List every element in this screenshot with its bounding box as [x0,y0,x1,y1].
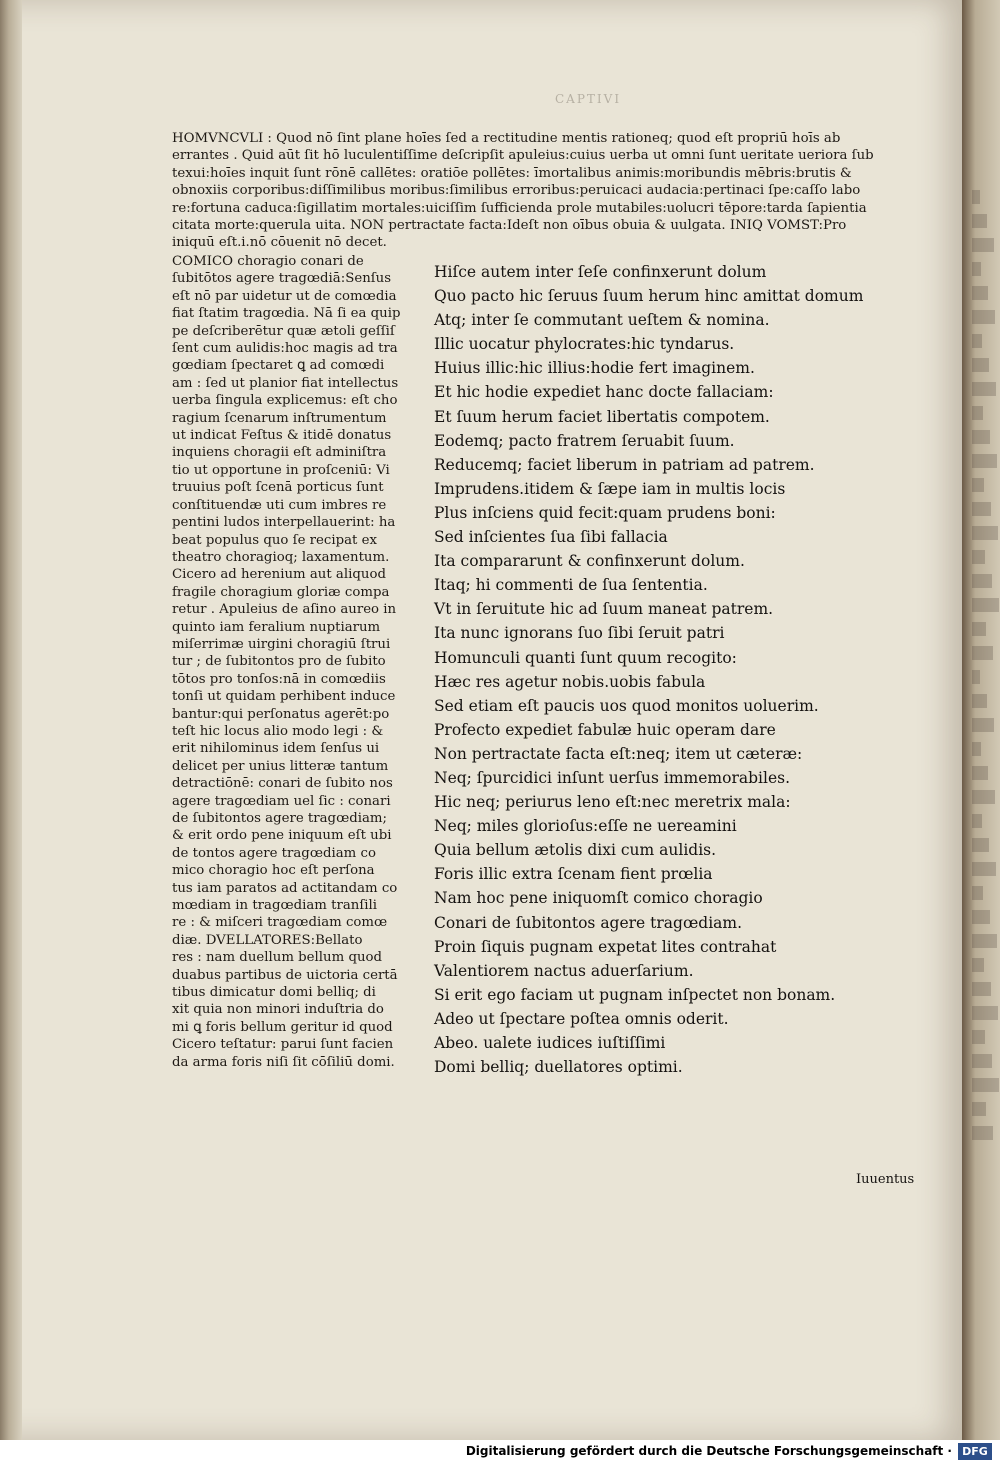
facing-page-text-trace [972,958,984,972]
verse-line: Adeo ut ſpectare poſtea omnis oderit. [434,1009,729,1028]
facing-page-edge [962,0,1000,1440]
facing-page-text-trace [972,574,992,588]
facing-page-text-trace [972,766,988,780]
verse-line: Si erit ego faciam ut pugnam inſpectet non bonam. [434,985,836,1004]
commentary-line: Cicero ad herenium aut aliquod [172,567,386,583]
facing-page-text-trace [972,358,989,372]
facing-page-text-trace [972,646,993,660]
verse-line: Ita nunc ignorans ſuo ſibi ſeruit patri [434,624,725,643]
commentary-line: da arma foris niſi ſit cōſiliū domi. [172,1054,395,1070]
commentary-line: gœdiam ſpectaret ꝗ ad comœdi [172,358,385,374]
commentary-line: uerba ſingula explicemus: eſt cho [172,393,398,409]
verse-line: Sed inſcientes ſua ſibi fallacia [434,528,668,547]
commentary-line: citata morte:querula uita. NON pertractate facta:Ideſt non oībus obuia & uulgata. INIQ VOMST:Pro [172,218,847,234]
dfg-logo: DFG [958,1443,992,1460]
verse-line: Hæc res agetur nobis.uobis fabula [434,672,706,691]
digitization-footer [0,1440,1000,1464]
verse-line: Foris illic extra ſcenam fient prœlia [434,865,713,884]
commentary-line: mœdiam in tragœdiam tranſili [172,898,378,914]
commentary-line: quinto iam feralium nuptiarum [172,619,381,635]
commentary-line: theatro choragioq; laxamentum. [172,549,390,565]
commentary-line: agere tragœdiam uel ſic : conari [172,793,391,809]
commentary-line: duabus partibus de uictoria certā [172,967,398,983]
commentary-line: HOMVNCVLI : Quod nō ſint plane hoīes ſed a rectitudine mentis rationeq; quod eſt propriū hoīs ab [172,131,841,146]
verse-line: Quo pacto hic ſeruus ſuum herum hinc amittat domum [434,287,864,306]
verse-line: Ita compararunt & confinxerunt dolum. [434,552,745,571]
facing-page-text-trace [972,1054,992,1068]
commentary-line: texui:hoīes inquit ſunt rōnē callētes: oratiōe pollētes: īmortalibus animis:moribundis mēbris:brutis & [172,165,852,181]
commentary-line: mi ꝗ foris bellum geritur id quod [172,1019,393,1035]
verse-line: Eodemq; pacto fratrem ſeruabit ſuum. [434,431,735,450]
commentary-line: bantur:qui perſonatus agerēt:po [172,706,390,722]
verse-line: Sed etiam eſt paucis uos quod monitos uoluerim. [434,696,819,715]
verse-line: Nam hoc pene iniquomſt comico choragio [434,889,763,908]
commentary-line: de ſubitontos agere tragœdiam; [172,811,387,826]
commentary-line: fiat ſtatim tragœdia. Nā ſi ea quip [172,306,401,322]
facing-page-text-trace [972,526,998,540]
facing-page-text-trace [972,334,982,348]
verse-line: Plus inſciens quid fecit:quam prudens boni: [434,503,776,522]
commentary-line: mico choragio hoc eſt perſona [172,863,375,879]
verse-line: Reducemq; faciet liberum in patriam ad patrem. [434,455,815,474]
verse-line: Atq; inter ſe commutant ueſtem & nomina. [434,311,770,330]
commentary-line: erit nihilominus idem ſenſus ui [172,741,380,757]
facing-page-text-trace [972,190,980,204]
facing-page-text-trace [972,670,980,684]
verse-line: Et hic hodie expediet hanc docte fallaciam: [434,383,774,402]
verse-line: Valentiorem nactus aduerſarium. [434,961,694,980]
facing-page-text-trace [972,262,981,276]
commentary-line: teſt hic locus alio modo legi : & [172,723,384,739]
running-head-bleed: CAPTIVI [555,92,622,106]
commentary-line: detractiōnē: conari de ſubito nos [172,776,393,792]
facing-page-text-trace [972,214,987,228]
commentary-line: tur ; de ſubitontos pro de ſubito [172,654,386,670]
facing-page-text-trace [972,1006,998,1020]
facing-page-text-trace [972,742,981,756]
facing-page-text-trace [972,406,983,420]
facing-page-text-trace [972,838,989,852]
verse-line: Vt in ſeruitute hic ad ſuum maneat patrem. [434,600,774,619]
commentary-line: xit quia non minori induſtria do [172,1002,384,1018]
facing-page-text-trace [972,1030,985,1044]
commentary-line: ſubitōtos agere tragœdiā:Senſus [172,271,392,287]
facing-page-text-trace [972,790,995,804]
commentary-line: tio ut opportune in proſceniū: Vi [172,462,390,478]
commentary-line: inquiens choragii eſt adminiſtra [172,445,387,461]
commentary-heading-block [172,130,924,252]
verse-line: Homunculi quanti ſunt quum recogito: [434,648,737,667]
facing-page-text-trace [972,910,990,924]
facing-page-text-trace [972,886,983,900]
verse-line: Et ſuum herum faciet libertatis compotem. [434,407,770,426]
commentary-line: tōtos pro tonſos:nā in comœdiis [172,671,386,687]
facing-page-text-trace [972,1126,993,1140]
commentary-line: conſtituendæ uti cum imbres re [172,497,387,513]
facing-page-text-trace [972,718,994,732]
footer-credit: Digitalisierung gefördert durch die Deutsche Forschungsgemeinschaft · [465,1444,952,1458]
facing-page-text-trace [972,310,995,324]
facing-page-text-trace [972,550,985,564]
facing-page-text-trace [972,982,991,996]
verse-line: Proin ſiquis pugnam expetat lites contrahat [434,937,777,956]
facing-page-text-trace [972,286,988,300]
commentary-line: beat populus quo ſe recipat ex [172,532,377,548]
verse-line: Imprudens.itidem & ſæpe iam in multis locis [434,479,786,498]
commentary-line: iniquū eſt.i.nō cōuenit nō decet. [172,235,387,251]
commentary-line: eſt nō par uidetur ut de comœdia [172,288,397,304]
commentary-line: & erit ordo pene iniquum eſt ubi [172,828,392,844]
verse-column [434,260,914,1079]
facing-page-text-trace [972,454,997,468]
facing-page-text-trace [972,430,990,444]
facing-page-text-trace [972,622,986,636]
facing-page-text-trace [972,1078,999,1092]
verse-line: Hiſce autem inter ſeſe confinxerunt dolum [434,263,767,281]
commentary-line: fragile choragium gloriæ compa [172,584,390,600]
commentary-line: errantes . Quid aūt ſit hō luculentiſſime deſcripſit apuleius:cuius uerba ut omni ſunt ueritate ueriora ſub [172,148,874,164]
verse-line: Profecto expediet fabulæ huic operam dare [434,720,776,739]
facing-page-text-trace [972,238,994,252]
commentary-line: re:fortuna caduca:ſigillatim mortales:uiciſſim ſufficienda prole mutabiles:uolucri tēpore:tarda ſapientia [172,200,867,216]
facing-page-text-trace [972,862,996,876]
commentary-line: delicet per unius litteræ tantum [172,758,389,774]
facing-page-text-trace [972,694,987,708]
facing-page-text-trace [972,478,984,492]
commentary-line: miſerrimæ uirgini choragiū ſtrui [172,636,391,652]
verse-line: Hic neq; periurus leno eſt:nec meretrix mala: [434,793,791,812]
verse-line: Non pertractate facta eſt:neq; item ut cæteræ: [434,744,803,763]
verse-line: Quia bellum ætolis dixi cum aulidis. [434,841,717,860]
commentary-line: re : & miſceri tragœdiam comœ [172,915,388,931]
verse-line: Huius illic:hic illius:hodie fert imaginem. [434,359,755,378]
commentary-line: ut indicat Feſtus & itidē donatus [172,428,392,444]
commentary-line: pe deſcriberētur quæ ætoli geſſiſ [172,323,395,339]
facing-page-text-trace [972,382,996,396]
commentary-line: de tontos agere tragœdiam co [172,845,376,861]
facing-page-text-trace [972,598,999,612]
catchword: Iuuentus [856,1172,915,1187]
verse-line: Abeo. ualete iudices iuſtiſſimi [434,1034,666,1052]
commentary-line: tibus dimicatur domi belliq; di [172,985,376,1001]
commentary-line: tonſi ut quidam perhibent induce [172,689,396,705]
verse-line: Neq; miles glorioſus:eſſe ne uereamini [434,817,737,836]
commentary-column [172,253,417,1071]
commentary-line: ſent cum aulidis:hoc magis ad tra [172,341,398,357]
facing-page-text-trace [972,502,991,516]
page-gutter-edge [0,0,22,1440]
facing-page-text-trace [972,1102,986,1116]
verse-line: Domi belliq; duellatores optimi. [434,1058,683,1077]
commentary-line: res : nam duellum bellum quod [172,950,383,966]
commentary-line: truuius poſt ſcenā porticus ſunt [172,480,384,496]
verse-line: Neq; ſpurcidici inſunt uerſus immemorabiles. [434,768,791,787]
commentary-line: am : ſed ut planior fiat intellectus [172,375,399,391]
commentary-line: retur . Apuleius de aſino aureo in [172,602,397,618]
commentary-line: COMICO choragio conari de [172,254,364,269]
verse-line: Itaq; hi commenti de ſua ſententia. [434,576,708,595]
commentary-line: obnoxiis corporibus:diſſimilibus moribus:ſimilibus erroribus:peruicaci audacia:pertinaci ſpe:caſſo labo [172,183,861,199]
commentary-line: diæ. DVELLATORES:Bellato [172,932,363,948]
verse-line: Illic uocatur phylocrates:hic tyndarus. [434,335,735,354]
commentary-line: pentini ludos interpellauerint: ha [172,515,396,531]
facing-page-text-trace [972,934,997,948]
verse-line: Conari de ſubitontos agere tragœdiam. [434,913,743,932]
facing-page-text-trace [972,814,982,828]
commentary-line: Cicero teſtatur: parui ſunt facien [172,1037,394,1053]
commentary-line: tus iam paratos ad actitandam co [172,880,398,896]
commentary-line: ragium ſcenarum inſtrumentum [172,410,387,426]
